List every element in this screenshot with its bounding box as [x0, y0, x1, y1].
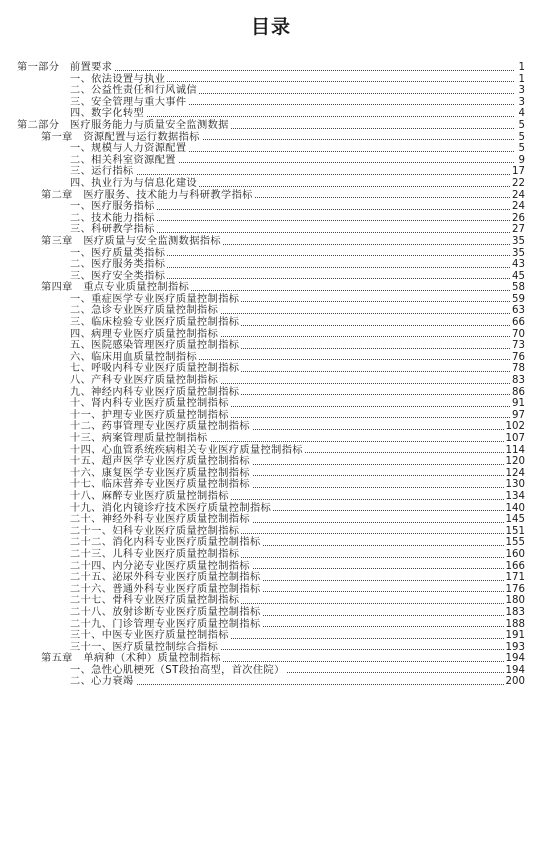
toc-entry-label: 三、科研教学指标	[70, 224, 155, 236]
toc-page-number: 166	[505, 560, 525, 572]
toc-entry[interactable]	[0, 514, 542, 526]
toc-entry[interactable]	[0, 248, 542, 260]
toc-entry-label: 四、病理专业医疗质量控制指标	[70, 328, 219, 340]
toc-entry[interactable]	[0, 653, 542, 665]
toc-entry[interactable]	[0, 213, 542, 225]
toc-page-number: 24	[512, 189, 525, 201]
toc-entry-label: 七、呼吸内科专业医疗质量控制指标	[70, 363, 240, 375]
toc-page-number: 194	[505, 653, 525, 665]
toc-entry[interactable]	[0, 630, 542, 642]
toc-entry[interactable]	[0, 607, 542, 619]
toc-entry-label: 二、医疗服务类指标	[70, 259, 166, 271]
toc-page-number: 145	[505, 514, 525, 526]
toc-page-number: 114	[505, 444, 525, 456]
toc-entry-label: 十四、心血管系统疾病相关专业医疗质量控制指标	[70, 444, 303, 456]
toc-entry-label: 十六、康复医学专业医疗质量控制指标	[70, 467, 250, 479]
toc-entry[interactable]	[0, 363, 542, 375]
toc-entry-label: 第四章 重点专业质量控制指标	[41, 282, 190, 294]
toc-entry[interactable]	[0, 190, 542, 202]
toc-entry[interactable]	[0, 537, 542, 549]
toc-entry-label: 二十八、放射诊断专业医疗质量控制指标	[70, 606, 261, 618]
toc-page-number: 5	[518, 119, 525, 131]
toc-page-number: 191	[505, 630, 525, 642]
toc-entry-label: 二十七、骨科专业医疗质量控制指标	[70, 595, 240, 607]
toc-entry-label: 三、医疗安全类指标	[70, 270, 166, 282]
toc-entry-label: 十二、药事管理专业医疗质量控制指标	[70, 421, 250, 433]
toc-page-number: 3	[518, 96, 525, 108]
toc-entry[interactable]	[0, 456, 542, 468]
toc-entry[interactable]	[0, 271, 542, 283]
toc-page-number: 1	[518, 62, 525, 73]
toc-page-number: 35	[512, 247, 525, 259]
toc-entry-label: 一、规模与人力资源配置	[70, 143, 187, 155]
toc-entry-label: 三十一、医疗质量控制综合指标	[70, 641, 219, 653]
toc-page-number: 86	[512, 386, 525, 398]
toc-entry-label: 二十五、泌尿外科专业医疗质量控制指标	[70, 572, 261, 584]
toc-entry[interactable]	[0, 549, 542, 561]
toc-entry-label: 第一章 资源配置与运行数据指标	[41, 131, 200, 143]
toc-page-number: 58	[512, 282, 525, 294]
toc-page-number: 24	[512, 201, 525, 213]
toc-entry[interactable]	[0, 561, 542, 573]
toc-entry[interactable]	[0, 120, 542, 132]
toc-entry-label: 一、依法设置与执业	[70, 73, 166, 85]
page-title: 目录	[250, 16, 291, 38]
toc-entry-label: 二十四、内分泌专业医疗质量控制指标	[70, 560, 250, 572]
toc-entry-label: 一、重症医学专业医疗质量控制指标	[70, 293, 240, 305]
toc-page-number: 22	[512, 177, 525, 189]
toc-entry-label: 二十三、儿科专业医疗质量控制指标	[70, 548, 240, 560]
toc-page-number: 59	[512, 293, 525, 305]
toc-entry-label: 二、相关科室资源配置	[70, 154, 176, 166]
toc-entry[interactable]	[0, 282, 542, 294]
toc-entry-label: 十七、临床营养专业医疗质量控制指标	[70, 479, 250, 491]
toc-entry-label: 一、医疗服务指标	[70, 201, 155, 213]
toc-entry[interactable]	[0, 468, 542, 480]
toc-page-number: 66	[512, 317, 525, 329]
toc-entry[interactable]	[0, 410, 542, 422]
toc-page-number: 140	[505, 502, 525, 514]
toc-entry[interactable]	[0, 526, 542, 538]
toc-entry[interactable]	[0, 259, 542, 271]
toc-entry[interactable]	[0, 595, 542, 607]
toc-entry-label: 十八、麻醉专业医疗质量控制指标	[70, 490, 229, 502]
toc-entry-label: 三十、中医专业医疗质量控制指标	[70, 630, 229, 642]
toc-page-number: 35	[512, 235, 525, 247]
toc-entry[interactable]	[0, 294, 542, 306]
toc-entry-label: 十三、病案管理质量控制指标	[70, 433, 208, 444]
toc-entry[interactable]	[0, 305, 542, 317]
toc-page-number: 200	[505, 676, 525, 688]
toc-entry[interactable]	[0, 340, 542, 352]
toc-entry[interactable]	[0, 155, 542, 167]
toc-page-number: 193	[505, 641, 525, 653]
toc-entry[interactable]	[0, 317, 542, 329]
toc-page-number: 63	[512, 305, 525, 317]
toc-entry-label: 第二部分 医疗服务能力与质量安全监测数据	[17, 119, 229, 131]
toc-entry-label: 三、安全管理与重大事件	[70, 96, 187, 108]
toc-page-number: 9	[518, 154, 525, 166]
toc-entry[interactable]	[0, 572, 542, 584]
toc-entry[interactable]	[0, 178, 542, 190]
toc-entry[interactable]	[0, 236, 542, 248]
toc-entry[interactable]	[0, 503, 542, 515]
toc-entry[interactable]	[0, 74, 542, 86]
toc-entry[interactable]	[0, 85, 542, 97]
toc-entry-label: 三、运行指标	[70, 166, 134, 178]
toc-entry-label: 八、产科专业医疗质量控制指标	[70, 375, 219, 387]
toc-entry[interactable]	[0, 132, 542, 144]
toc-page-number: 78	[512, 363, 525, 375]
toc-entry[interactable]	[0, 224, 542, 236]
leader-dots	[70, 684, 514, 685]
toc-entry-label: 五、医院感染管理医疗质量控制指标	[70, 340, 240, 352]
toc-page-number: 176	[505, 583, 525, 595]
toc-entry[interactable]	[0, 676, 542, 688]
toc-page-number: 180	[505, 595, 525, 607]
toc-entry-label: 三、临床检验专业医疗质量控制指标	[70, 317, 240, 329]
toc-entry-label: 二十一、妇科专业医疗质量控制指标	[70, 525, 240, 537]
toc-entry-label: 第五章 单病种（术种）质量控制指标	[41, 653, 221, 665]
toc-entry-label: 二、心力衰竭	[70, 676, 134, 688]
toc-entry[interactable]	[0, 62, 542, 74]
toc-page-number: 124	[505, 467, 525, 479]
toc-page-number: 73	[512, 340, 525, 352]
toc-entry-label: 一、医疗质量类指标	[70, 247, 166, 259]
toc-entry-label: 二十六、普通外科专业医疗质量控制指标	[70, 583, 261, 595]
toc-entry-label: 第二章 医疗服务、技术能力与科研教学指标	[41, 189, 253, 201]
toc-entry-label: 一、急性心肌梗死（ST段抬高型，首次住院）	[70, 664, 285, 676]
toc-page-number: 5	[518, 131, 525, 143]
toc-entry[interactable]	[0, 166, 542, 178]
leader-dots	[70, 174, 514, 175]
toc-entry-label: 二、公益性责任和行风诚信	[70, 85, 198, 97]
toc-page-number: 91	[512, 398, 525, 410]
toc-entry-label: 二十、神经外科专业医疗质量控制指标	[70, 514, 250, 526]
toc-entry-label: 二十二、消化内科专业医疗质量控制指标	[70, 537, 261, 549]
toc-entry[interactable]	[0, 398, 542, 410]
toc-entry-label: 六、临床用血质量控制指标	[70, 351, 198, 363]
toc-page-number: 130	[505, 479, 525, 491]
toc-entry[interactable]	[0, 445, 542, 457]
toc-entry-label: 二、急诊专业医疗质量控制指标	[70, 305, 219, 317]
toc-page-number: 188	[505, 618, 525, 630]
toc-entry[interactable]	[0, 491, 542, 503]
toc-page-number: 97	[512, 409, 525, 421]
toc-page-number: 102	[505, 421, 525, 433]
toc-entry[interactable]	[0, 642, 542, 654]
toc-entry[interactable]	[0, 97, 542, 109]
toc-page-number: 134	[505, 490, 525, 502]
toc-page-number: 27	[512, 224, 525, 236]
toc-page-number: 183	[505, 606, 525, 618]
toc-page-number: 1	[518, 73, 525, 85]
toc-entry-label: 四、数字化转型	[70, 108, 145, 120]
toc-entry[interactable]	[0, 479, 542, 491]
toc-page-number: 5	[518, 143, 525, 155]
toc-page-number: 194	[505, 664, 525, 676]
toc-entry[interactable]	[0, 433, 542, 445]
toc-entry[interactable]	[0, 201, 542, 213]
toc-page-number: 76	[512, 351, 525, 363]
toc-entry[interactable]	[0, 352, 542, 364]
toc-entry[interactable]	[0, 619, 542, 631]
toc-entry-label: 十、肾内科专业医疗质量控制指标	[70, 398, 229, 410]
toc-entry-label: 四、执业行为与信息化建设	[70, 177, 198, 189]
toc-page-number: 43	[512, 259, 525, 271]
toc-entry[interactable]	[0, 375, 542, 387]
toc-entry[interactable]	[0, 108, 542, 120]
toc-entry-label: 十一、护理专业医疗质量控制指标	[70, 409, 229, 421]
toc-page-number: 171	[505, 572, 525, 584]
toc-page-number: 83	[512, 375, 525, 387]
toc-page-number: 120	[505, 456, 525, 468]
toc-page-number: 155	[505, 537, 525, 549]
table-of-contents	[0, 62, 542, 688]
toc-page-number: 45	[512, 270, 525, 282]
toc-entry-label: 第三章 医疗质量与安全监测数据指标	[41, 235, 221, 247]
toc-entry[interactable]	[0, 421, 542, 433]
toc-page-number: 107	[505, 433, 525, 444]
toc-entry-label: 第一部分 前置要求	[17, 62, 113, 73]
toc-entry[interactable]	[0, 387, 542, 399]
toc-entry-label: 九、神经内科专业医疗质量控制指标	[70, 386, 240, 398]
toc-entry-label: 二、技术能力指标	[70, 212, 155, 224]
toc-entry-label: 十九、消化内镜诊疗技术医疗质量控制指标	[70, 502, 272, 514]
toc-entry[interactable]	[0, 584, 542, 596]
toc-entry-label: 二十九、门诊管理专业医疗质量控制指标	[70, 618, 261, 630]
toc-page-number: 70	[512, 328, 525, 340]
toc-entry[interactable]	[0, 665, 542, 677]
toc-page-number: 151	[505, 525, 525, 537]
toc-page-number: 17	[512, 166, 525, 178]
toc-page-number: 4	[518, 108, 525, 120]
toc-page-number: 160	[505, 548, 525, 560]
toc-entry[interactable]	[0, 329, 542, 341]
toc-entry-label: 十五、超声医学专业医疗质量控制指标	[70, 456, 250, 468]
toc-page-number: 3	[518, 85, 525, 97]
toc-page-number: 26	[512, 212, 525, 224]
toc-entry[interactable]	[0, 143, 542, 155]
